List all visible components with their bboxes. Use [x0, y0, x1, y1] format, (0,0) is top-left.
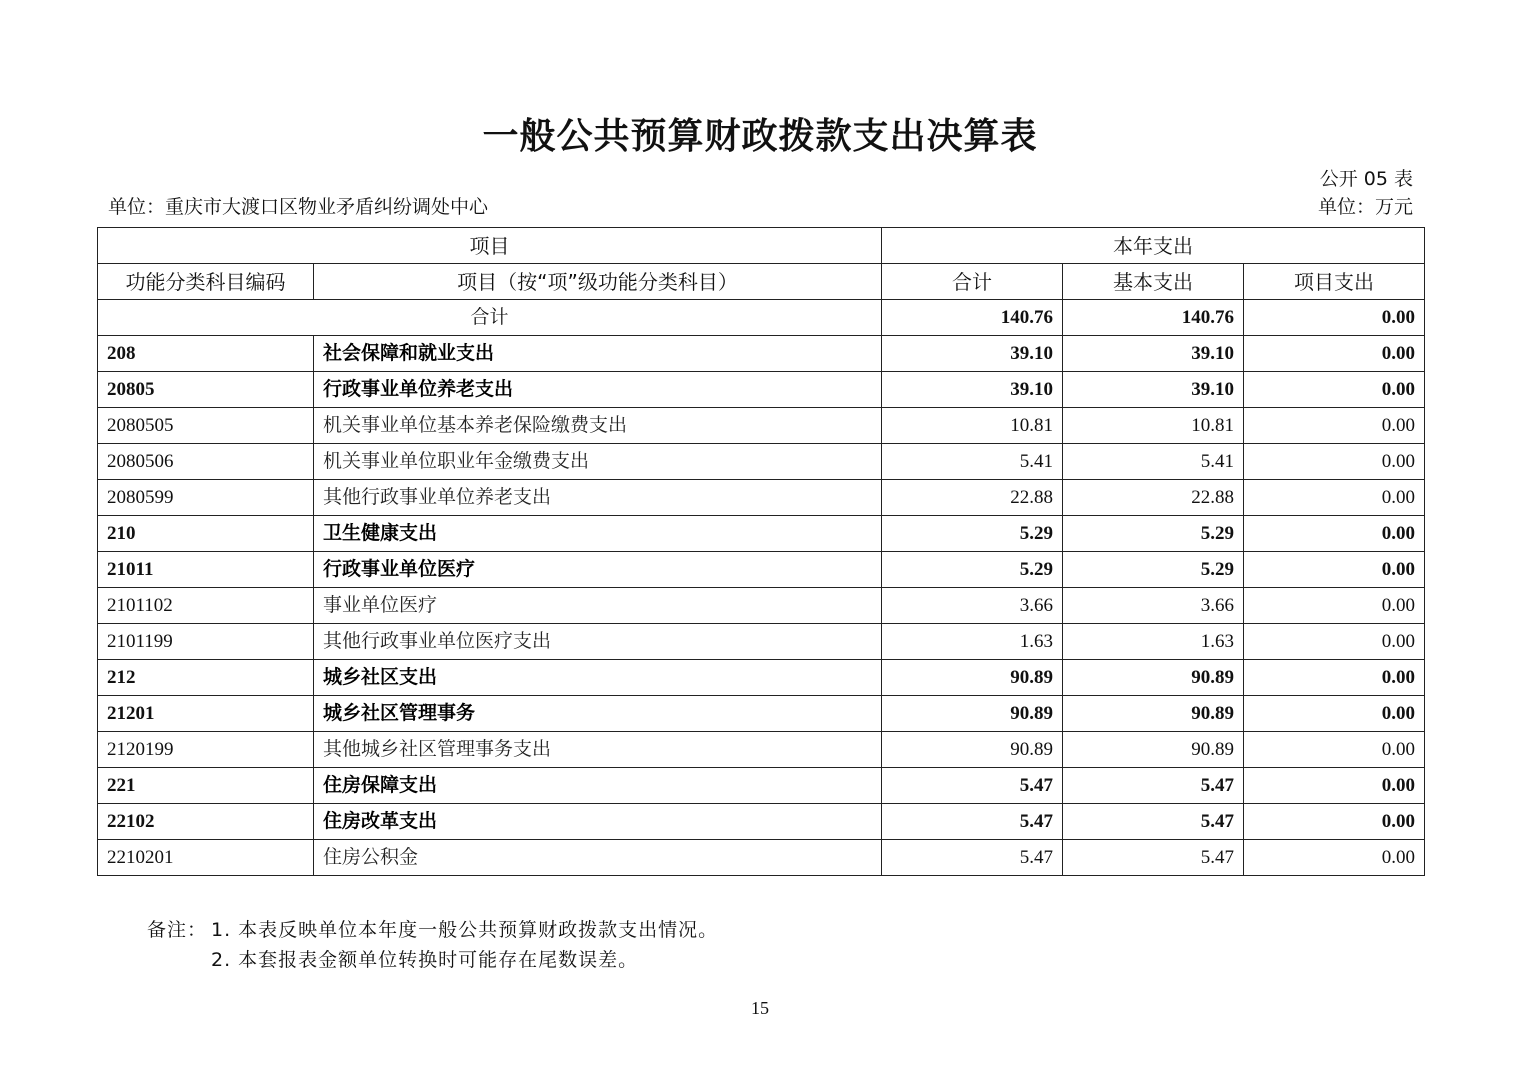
row-project: 0.00 [1244, 840, 1425, 876]
row-project: 0.00 [1244, 516, 1425, 552]
note-line-1 [147, 915, 718, 945]
row-code: 2210201 [98, 840, 314, 876]
row-name: 社会保障和就业支出 [314, 336, 882, 372]
row-name: 城乡社区支出 [314, 660, 882, 696]
row-total: 1.63 [882, 624, 1063, 660]
row-total: 5.29 [882, 552, 1063, 588]
row-project: 0.00 [1244, 804, 1425, 840]
row-total: 90.89 [882, 732, 1063, 768]
row-project: 0.00 [1244, 660, 1425, 696]
expenditure-table [97, 227, 1425, 876]
row-total: 22.88 [882, 480, 1063, 516]
total-label: 合计 [98, 300, 882, 336]
row-total: 39.10 [882, 372, 1063, 408]
row-basic: 5.29 [1063, 552, 1244, 588]
row-code: 2080599 [98, 480, 314, 516]
header-basic: 基本支出 [1063, 264, 1244, 300]
row-name: 行政事业单位养老支出 [314, 372, 882, 408]
row-name: 其他行政事业单位医疗支出 [314, 624, 882, 660]
row-project: 0.00 [1244, 480, 1425, 516]
row-basic: 39.10 [1063, 372, 1244, 408]
row-basic: 3.66 [1063, 588, 1244, 624]
row-name: 机关事业单位职业年金缴费支出 [314, 444, 882, 480]
header-project-expense: 项目支出 [1244, 264, 1425, 300]
row-code: 20805 [98, 372, 314, 408]
row-basic: 5.47 [1063, 840, 1244, 876]
header-current-year: 本年支出 [882, 228, 1425, 264]
row-code: 208 [98, 336, 314, 372]
row-name: 住房公积金 [314, 840, 882, 876]
row-total: 10.81 [882, 408, 1063, 444]
reporting-unit: 单位：重庆市大渡口区物业矛盾纠纷调处中心 [108, 196, 489, 218]
row-project: 0.00 [1244, 768, 1425, 804]
currency-unit: 单位：万元 [1317, 196, 1413, 218]
table-row [98, 336, 1425, 372]
table-row [98, 696, 1425, 732]
row-project: 0.00 [1244, 372, 1425, 408]
row-project: 0.00 [1244, 552, 1425, 588]
table-row [98, 552, 1425, 588]
row-basic: 10.81 [1063, 408, 1244, 444]
row-name: 住房改革支出 [314, 804, 882, 840]
notes [147, 915, 718, 975]
total-row [98, 300, 1425, 336]
row-project: 0.00 [1244, 336, 1425, 372]
table-row [98, 588, 1425, 624]
row-total: 5.47 [882, 804, 1063, 840]
row-total: 5.41 [882, 444, 1063, 480]
row-basic: 90.89 [1063, 732, 1244, 768]
table-row [98, 444, 1425, 480]
row-basic: 90.89 [1063, 696, 1244, 732]
table-row [98, 372, 1425, 408]
row-code: 210 [98, 516, 314, 552]
row-project: 0.00 [1244, 624, 1425, 660]
header-project-detail: 项目（按“项”级功能分类科目） [314, 264, 882, 300]
row-basic: 5.47 [1063, 804, 1244, 840]
row-basic: 90.89 [1063, 660, 1244, 696]
row-name: 住房保障支出 [314, 768, 882, 804]
row-total: 5.47 [882, 840, 1063, 876]
row-basic: 5.41 [1063, 444, 1244, 480]
row-project: 0.00 [1244, 732, 1425, 768]
form-number: 公开 05 表 [1319, 168, 1413, 190]
row-code: 22102 [98, 804, 314, 840]
header-row-1 [98, 228, 1425, 264]
row-code: 2120199 [98, 732, 314, 768]
row-basic: 1.63 [1063, 624, 1244, 660]
note-text-2: 2. 本套报表金额单位转换时可能存在尾数误差。 [211, 949, 639, 971]
note-text-1: 1. 本表反映单位本年度一般公共预算财政拨款支出情况。 [211, 919, 719, 941]
table-row [98, 624, 1425, 660]
row-total: 3.66 [882, 588, 1063, 624]
row-total: 90.89 [882, 660, 1063, 696]
table-row [98, 768, 1425, 804]
row-total: 5.47 [882, 768, 1063, 804]
note-line-2 [147, 945, 718, 975]
header-row-2 [98, 264, 1425, 300]
row-code: 2101102 [98, 588, 314, 624]
row-name: 卫生健康支出 [314, 516, 882, 552]
row-code: 221 [98, 768, 314, 804]
row-project: 0.00 [1244, 444, 1425, 480]
row-code: 21011 [98, 552, 314, 588]
row-total: 39.10 [882, 336, 1063, 372]
row-code: 2101199 [98, 624, 314, 660]
header-total: 合计 [882, 264, 1063, 300]
row-name: 其他城乡社区管理事务支出 [314, 732, 882, 768]
row-basic: 5.47 [1063, 768, 1244, 804]
table-row [98, 408, 1425, 444]
header-project: 项目 [98, 228, 882, 264]
row-total: 5.29 [882, 516, 1063, 552]
page-number: 15 [751, 998, 769, 1018]
row-project: 0.00 [1244, 588, 1425, 624]
page-title: 一般公共预算财政拨款支出决算表 [482, 116, 1038, 157]
row-name: 机关事业单位基本养老保险缴费支出 [314, 408, 882, 444]
table-row [98, 480, 1425, 516]
row-name: 其他行政事业单位养老支出 [314, 480, 882, 516]
table-row [98, 732, 1425, 768]
header-code: 功能分类科目编码 [98, 264, 314, 300]
row-name: 事业单位医疗 [314, 588, 882, 624]
row-code: 2080505 [98, 408, 314, 444]
row-project: 0.00 [1244, 696, 1425, 732]
row-name: 行政事业单位医疗 [314, 552, 882, 588]
row-basic: 39.10 [1063, 336, 1244, 372]
total-amount: 140.76 [882, 300, 1063, 336]
table-row [98, 660, 1425, 696]
row-code: 2080506 [98, 444, 314, 480]
row-project: 0.00 [1244, 408, 1425, 444]
row-code: 212 [98, 660, 314, 696]
row-basic: 22.88 [1063, 480, 1244, 516]
table-row [98, 840, 1425, 876]
note-label: 备注： [147, 919, 208, 941]
table-row [98, 804, 1425, 840]
table-row [98, 516, 1425, 552]
row-code: 21201 [98, 696, 314, 732]
total-basic: 140.76 [1063, 300, 1244, 336]
row-total: 90.89 [882, 696, 1063, 732]
row-basic: 5.29 [1063, 516, 1244, 552]
total-project: 0.00 [1244, 300, 1425, 336]
row-name: 城乡社区管理事务 [314, 696, 882, 732]
